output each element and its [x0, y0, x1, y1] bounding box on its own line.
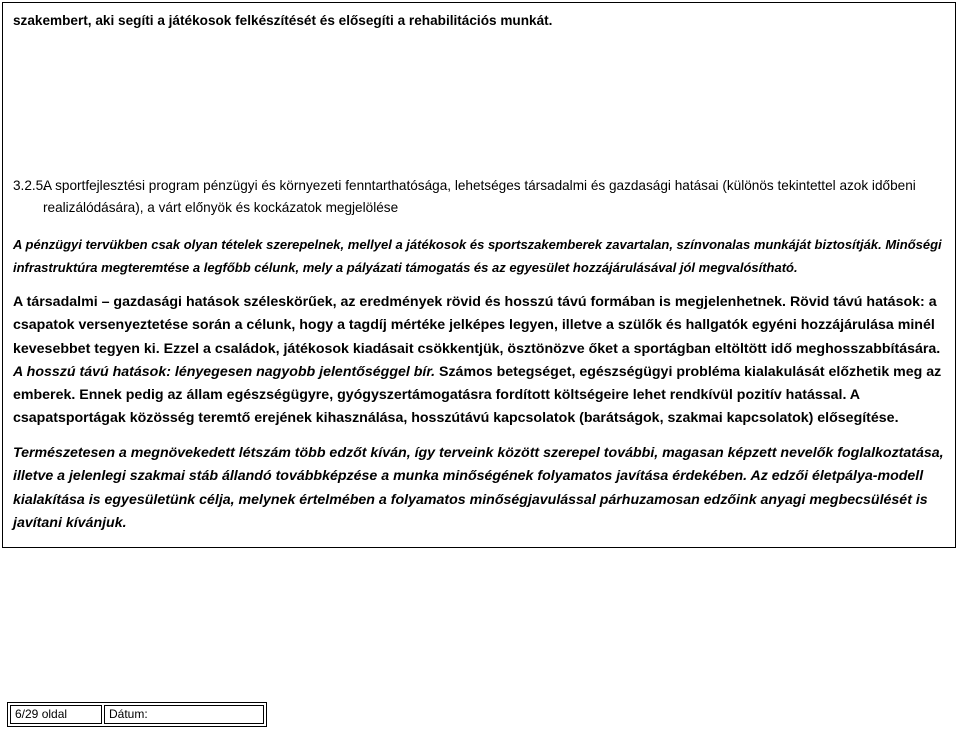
- paragraph-impacts-a: A társadalmi – gazdasági hatások széleskörűek, az eredmények rövid és hosszú távú formában is megjelenhetnek. Rövid távú hatások: a csapatok versenyeztetése során a célunk, hogy a tagdíj mértéke jelképes legyen, illetve a szülők és hallgatók egyéni hozzájárulása minél kevesebbet tegyen ki. Ezzel a családok, játékosok kiadásait csökkentjük, ösztönözve őket a sportágban eltöltött idő meghosszabbítására.: [13, 294, 941, 357]
- paragraph-financial: A pénzügyi tervükben csak olyan tételek szerepelnek, mellyel a játékosok és sportszakemberek zavartalan, színvonalas munkáját biztosítják. Minőségi infrastruktúra megteremtése a legfőbb célunk, mely a pályázati támogatás és az egyesület hozzájárulásával jól megvalósítható.: [13, 237, 942, 275]
- page-number: 6/29 oldal: [10, 705, 102, 724]
- section-number: 3.2.5.: [13, 178, 48, 193]
- top-line: szakembert, aki segíti a játékosok felkészítését és elősegíti a rehabilitációs munkát.: [13, 13, 553, 28]
- section-heading: [13, 175, 948, 219]
- paragraph-impacts-c: Számos betegséget, egészségügyi probléma kialakulását előzhetik meg az emberek. Ennek pedig az állam egészségügyre, gyógyszertámogatásra fordított költségeire lehet rendkívül pozitív hatással. A csapatsportágak közösség teremtő erejének kihasználása, hosszútávú kapcsolatok (barátságok, szakmai kapcsolatok) elősegítése.: [13, 363, 942, 427]
- section-title-line2: realizálódására), a várt előnyök és kockázatok megjelölése: [43, 200, 399, 215]
- page-footer: [7, 702, 267, 727]
- paragraph-impacts: [13, 291, 948, 431]
- paragraph-impacts-b: A hosszú távú hatások: lényegesen nagyobb jelentőséggel bír.: [13, 363, 436, 380]
- paragraph-coaches: Természetesen a megnövekedett létszám több edzőt kíván, így terveink között szerepel további, magasan képzett nevelők foglalkoztatása, illetve a jelenlegi szakmai stáb állandó továbbképzése a munka minőségének folyamatos javítása érdekében. Az edzői életpálya-modell kialakítása is egyesületünk célja, melynek értelmében a folyamatos minőségjavulással párhuzamosan edzőink anyagi megbecsülését is javítani kívánjuk.: [13, 445, 944, 531]
- content-frame: [2, 2, 956, 548]
- date-field: Dátum:: [104, 705, 264, 724]
- section-title-line1: A sportfejlesztési program pénzügyi és környezeti fenntarthatósága, lehetséges társadalmi és gazdasági hatásai (különös tekintettel azok időbeni: [43, 178, 916, 193]
